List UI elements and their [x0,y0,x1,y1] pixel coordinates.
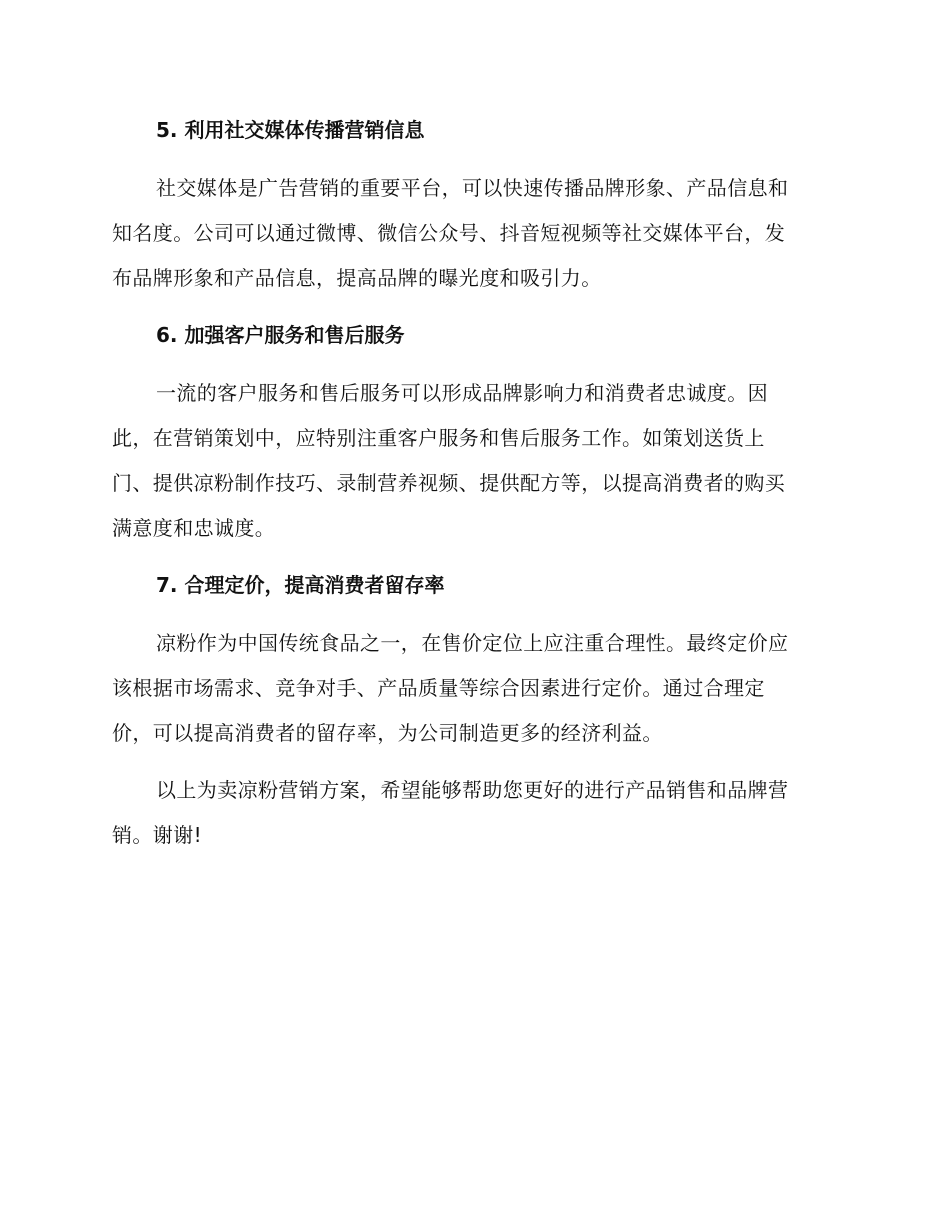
section-7 [112,563,830,756]
paragraph-line: 此，在营销策划中，应特别注重客户服务和售后服务工作。如策划送货上 [112,426,765,450]
section-heading: 5. 利用社交媒体传播营销信息 [156,118,425,142]
paragraph-line: 社交媒体是广告营销的重要平台，可以快速传播品牌形象、产品信息和 [156,176,789,200]
paragraph-line: 门、提供凉粉制作技巧、录制营养视频、提供配方等，以提高消费者的购买 [112,471,786,495]
closing-paragraph [112,768,830,858]
paragraph-line: 满意度和忠诚度。 [112,516,276,540]
paragraph-line: 该根据市场需求、竞争对手、产品质量等综合因素进行定价。通过合理定 [112,676,765,700]
closing-section [112,768,830,858]
paragraph-line: 以上为卖凉粉营销方案，希望能够帮助您更好的进行产品销售和品牌营 [156,778,789,802]
paragraph-line: 价，可以提高消费者的留存率，为公司制造更多的经济利益。 [112,721,663,745]
section-paragraph [112,371,830,551]
section-heading: 7. 合理定价，提高消费者留存率 [156,573,445,597]
section-6 [112,313,830,551]
paragraph-line: 凉粉作为中国传统食品之一，在售价定位上应注重合理性。最终定价应 [156,631,789,655]
paragraph-line: 知名度。公司可以通过微博、微信公众号、抖音短视频等社交媒体平台，发 [112,221,786,245]
section-paragraph [112,621,830,756]
paragraph-line: 布品牌形象和产品信息，提高品牌的曝光度和吸引力。 [112,266,602,290]
section-5 [112,108,830,301]
document-content [112,108,830,870]
paragraph-line: 一流的客户服务和售后服务可以形成品牌影响力和消费者忠诚度。因 [156,381,768,405]
paragraph-line: 销。谢谢! [112,823,203,847]
section-heading: 6. 加强客户服务和售后服务 [156,323,405,347]
section-paragraph [112,166,830,301]
